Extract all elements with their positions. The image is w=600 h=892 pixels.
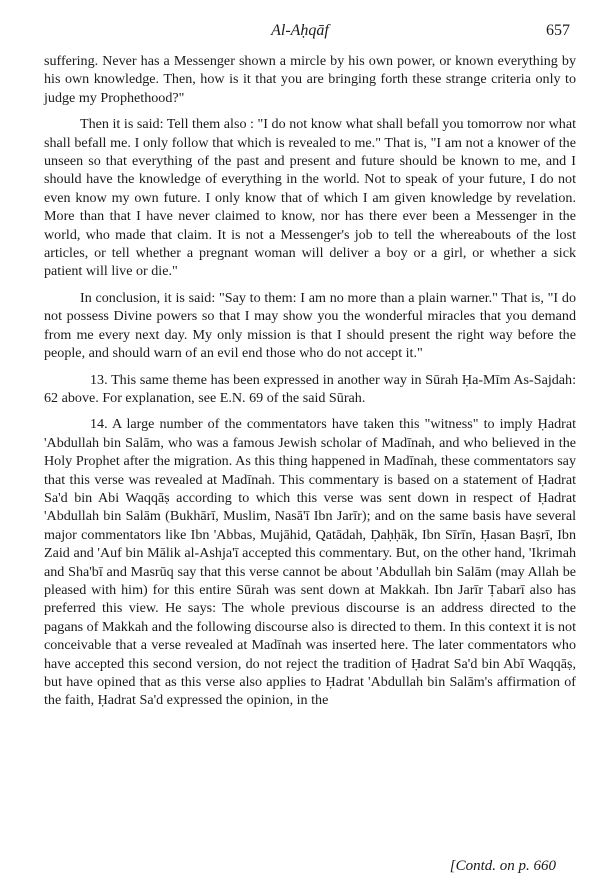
page-number: 657 (546, 22, 570, 39)
paragraph-conclusion: In conclusion, it is said: "Say to them: I am no more than a plain warner." That is, "I do not possess Divine powers so that I may show you the wonderful miracles that you demand from me every next day. My only mission is that I should present the right way before the people, and should warn of an evil end those who do not accept it." (44, 289, 576, 362)
note-14: 14. A large number of the commentators have taken this "witness" to imply Ḥadrat 'Abdullah bin Salām, who was a famous Jewish scholar of Madīnah, and who believed in the Holy Prophet after the migration. As this thing happened in Madīnah, these commentators say that this verse was revealed at Madīnah. This commentary is based on a statement of Ḥadrat Sa'd bin Abi Waqqāṣ according to which this verse was sent down in respect of Ḥadrat 'Abdullah bin Salām (Bukhārī, Muslim, Nasā'ī Ibn Jarīr); and on the same basis have several major commentators like Ibn 'Abbas, Mujāhid, Qatādah, Ḍaḥḥāk, Ibn Sīrīn, Ḥasan Baṣrī, Ibn Zaid and 'Auf bin Mālik al-Ashja'ī accepted this commentary. But, on the other hand, 'Ikrimah and Sha'bī and Masrūq say that this verse cannot be about 'Abdullah bin Salām (may Allah be pleased with him) for this entire Sūrah was sent down at Makkah. Ibn Jarīr Ṭabarī also has preferred this view. He says: The whole previous discourse is an address directed to the pagans of Makkah and the following discourse also is directed to them. In this context it is not conceivable that a verse revealed at Madīnah was inserted here. The later commentators who have accepted this second version, do not reject the tradition of Ḥadrat Sa'd bin Abī Waqqāṣ, but have opined that as this verse also applies to Ḥadrat 'Abdullah bin Salām's affirmation of the faith, Ḥadrat Sa'd expressed the opinion, in the (44, 416, 576, 709)
running-head (0, 22, 600, 42)
chapter-title: Al-Aḥqāf (271, 22, 329, 39)
paragraph-tell-them: Then it is said: Tell them also : "I do not know what shall befall you tomorrow nor what shall befall me. I only follow that which is revealed to me." That is, "I am not a knower of the unseen so that everything of the past and present and future should be known to me, and I should have the knowledge of everything in the world. Not to speak of your future, I do not even know my own future. I only know that of which I am given knowledge by revelation. More than that I have never claimed to know, nor has there ever been a Messenger in the world, who made that claim. It is not a Messenger's job to tell the whereabouts of the lost articles, or tell whether a pregnant woman will deliver a boy or a girl, or whether a sick patient will live or die." (44, 116, 576, 280)
paragraph-continuation: suffering. Never has a Messenger shown a mircle by his own power, or known everything by his own knowledge. Then, how is it that you are bringing forth these strange criteria only to judge my Prophethood?" (44, 53, 576, 106)
note-13: 13. This same theme has been expressed in another way in Sūrah Ḥa-Mīm As-Sajdah: 62 above. For explanation, see E.N. 69 of the said Sūrah. (44, 371, 576, 406)
body-text (44, 52, 576, 718)
continued-note: [Contd. on p. 660 (449, 858, 556, 874)
